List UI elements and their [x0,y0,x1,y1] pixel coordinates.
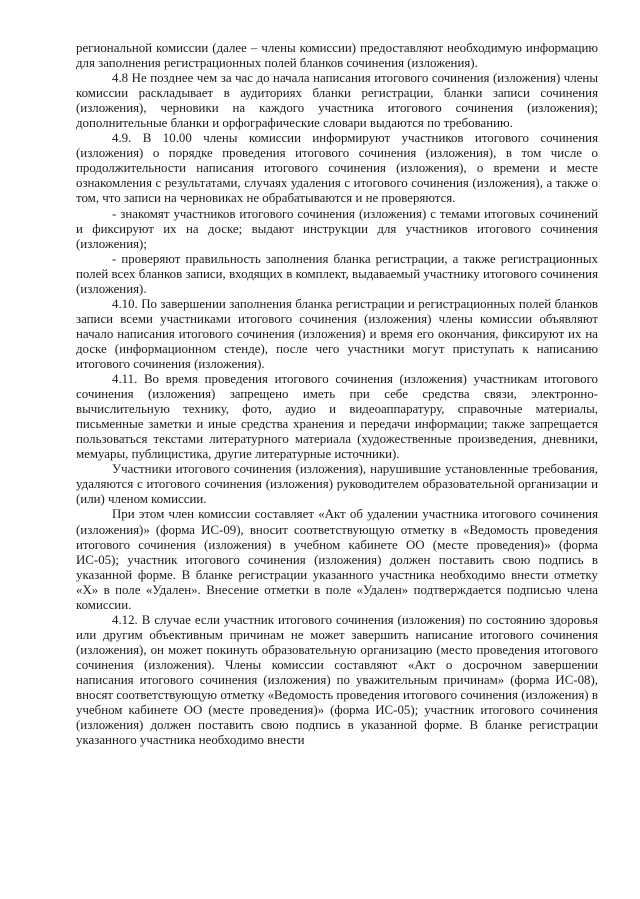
paragraph-4-12: 4.12. В случае если участник итогового сочинения (изложения) по состоянию здоровья или другим объективным причинам не может завершить написание итогового сочинения (изложения), он может покинуть образовательную организацию (место проведения итогового сочинения (изложения). Члены комиссии составляют «Акт о досрочном завершении написания итогового сочинения (изложения) по уважительным причинам» (форма ИС-08), вносят соответствующую отметку «Ведомость проведения итогового сочинения (изложения) в учебном кабинете ОО (месте проведения)» (форма ИС-05); участник итогового сочинения (изложения) должен поставить свою подпись в указанной форме. В бланке регистрации указанного участника необходимо внести [76,612,598,748]
paragraph-violators: Участники итогового сочинения (изложения), нарушившие установленные требования, удаляются с итогового сочинения (изложения) руководителем образовательной организации и (или) членом комиссии. [76,462,598,507]
paragraph-4-11: 4.11. Во время проведения итогового сочинения (изложения) участникам итогового сочинения (изложения) запрещено иметь при себе средства связи, электронно-вычислительную технику, фото, аудио и видеоаппаратуру, справочные материалы, письменные заметки и иные средства хранения и передачи информации; также запрещается пользоваться текстами литературного материала (художественные произведения, дневники, мемуары, публицистика, другие литературные источники). [76,372,598,462]
list-item-dash-2: - проверяют правильность заполнения бланка регистрации, а также регистрационных полей всех бланков записи, входящих в комплект, выдаваемый участнику итогового сочинения (изложения). [76,251,598,296]
paragraph-continuation: региональной комиссии (далее – члены комиссии) предоставляют необходимую информацию для заполнения регистрационных полей бланков сочинения (изложения). [76,41,598,71]
paragraph-4-9: 4.9. В 10.00 члены комиссии информируют участников итогового сочинения (изложения) о порядке проведения итогового сочинения (изложения), в том числе о продолжительности написания итогового сочинения (изложения), о времени и месте ознакомления с результатами, случаях удаления с итогового сочинения (изложения), а также о том, что записи на черновиках не обрабатываются и не проверяются. [76,131,598,206]
document-page [76,41,598,748]
list-item-dash-1: - знакомят участников итогового сочинения (изложения) с темами итоговых сочинений и фиксируют их на доске; выдают инструкции для участников итогового сочинения (изложения); [76,206,598,251]
paragraph-removal-act: При этом член комиссии составляет «Акт об удалении участника итогового сочинения (изложения)» (форма ИС-09), вносит соответствующую отметку в «Ведомость проведения итогового сочинения (изложения) в учебном кабинете ОО (месте проведения)» (форма ИС-05); участник итогового сочинения (изложения) должен поставить свою подпись в указанной форме. В бланке регистрации указанного участника необходимо внести отметку «Х» в поле «Удален». Внесение отметки в поле «Удален» подтверждается подписью члена комиссии. [76,507,598,612]
paragraph-4-10: 4.10. По завершении заполнения бланка регистрации и регистрационных полей бланков записи всеми участниками итогового сочинения (изложения) члены комиссии объявляют начало написания итогового сочинения (изложения) и время его окончания, фиксируют их на доске (информационном стенде), после чего участники могут приступать к написанию итогового сочинения (изложения). [76,296,598,371]
paragraph-4-8: 4.8 Не позднее чем за час до начала написания итогового сочинения (изложения) члены комиссии раскладывает в аудиториях бланки регистрации, бланки записи сочинения (изложения), черновики на каждого участника итогового сочинения (изложения); дополнительные бланки и орфографические словари выдаются по требованию. [76,71,598,131]
